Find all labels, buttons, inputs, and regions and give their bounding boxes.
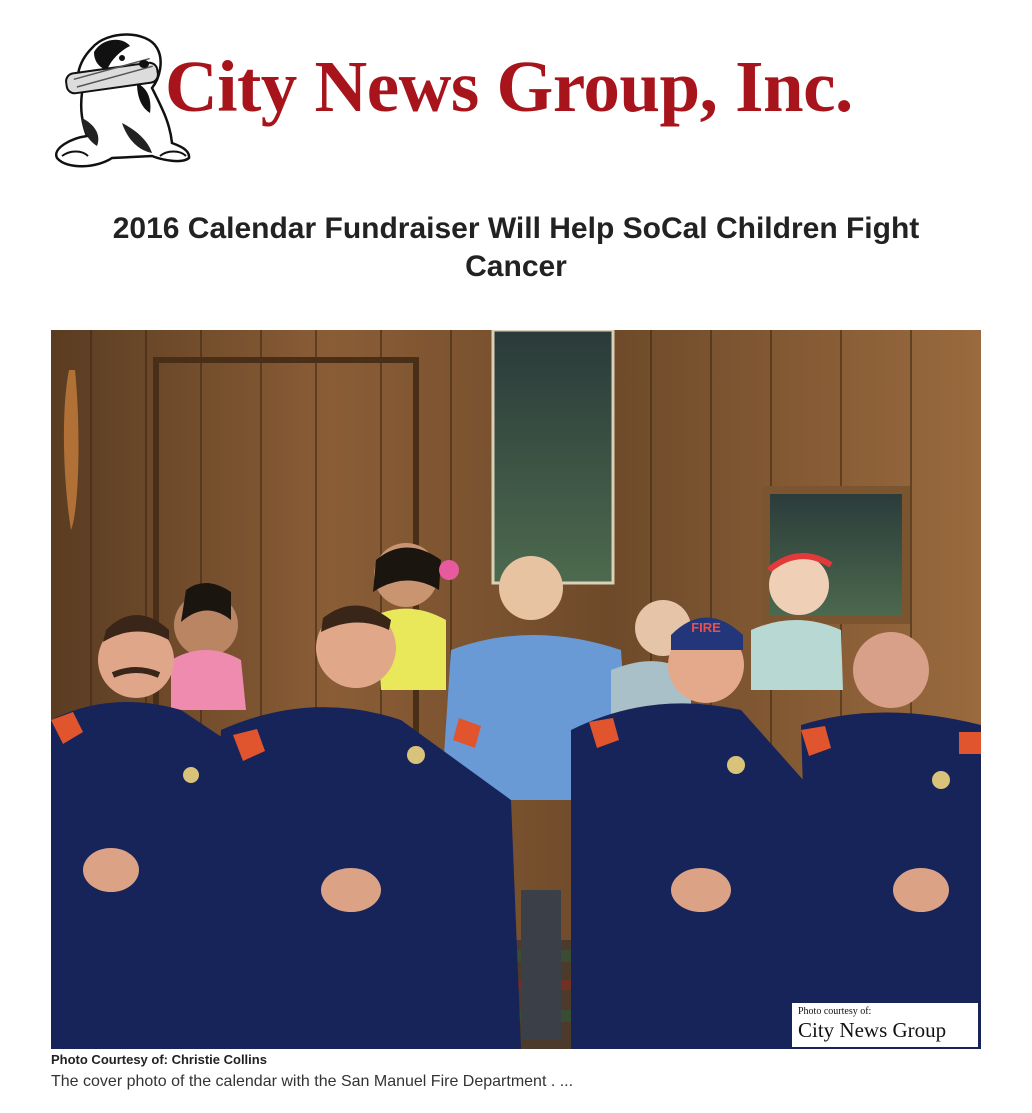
photo-credit: Photo Courtesy of: Christie Collins: [51, 1052, 267, 1067]
article-photo[interactable]: [51, 330, 981, 1049]
masthead: [52, 28, 982, 173]
watermark-small-text: Photo courtesy of:: [798, 1006, 872, 1017]
article-headline: 2016 Calendar Fundraiser Will Help SoCal Children Fight Cancer: [112, 212, 920, 283]
photo-watermark: [792, 1003, 978, 1047]
brand-name[interactable]: City News Group, Inc.: [165, 46, 853, 127]
photo-caption: The cover photo of the calendar with the San Manuel Fire Department . ...: [51, 1073, 574, 1090]
cap-text: FIRE: [691, 620, 721, 635]
watermark-large-text: City News Group: [798, 1018, 947, 1042]
